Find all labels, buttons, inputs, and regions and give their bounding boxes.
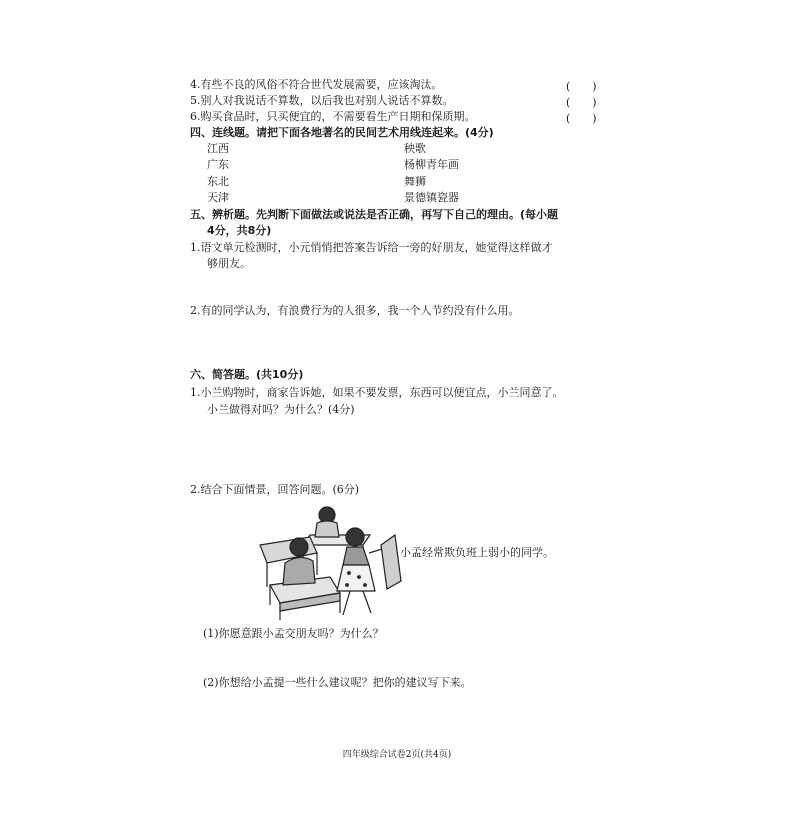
section5-title: 五、辨析题。先判断下面做法或说法是否正确，再写下自己的理由。(每小题 — [190, 208, 559, 221]
match-right-4[interactable]: 景德镇瓷器 — [404, 191, 459, 204]
judge-item-6: 6.购买食品时，只买便宜的，不需要看生产日期和保质期。 — [190, 110, 476, 123]
judge-item-4: 4.有些不良的风俗不符合世代发展需要，应该淘汰。 — [190, 78, 443, 91]
section6-sub2: (2)你想给小孟提一些什么建议呢？把你的建议写下来。 — [203, 676, 472, 689]
answer-paren-5[interactable]: ( ) — [566, 96, 597, 109]
section5-q1: 1.语文单元检测时，小元悄悄把答案告诉给一旁的好朋友，她觉得这样做才 — [190, 241, 553, 254]
answer-paren-6[interactable]: ( ) — [566, 112, 597, 125]
match-right-1[interactable]: 秧歌 — [404, 142, 426, 155]
illustration-caption: 小孟经常欺负班上弱小的同学。 — [400, 546, 554, 559]
section5-q1-cont: 够朋友。 — [207, 257, 251, 270]
section6-q1: 1.小兰购物时，商家告诉她，如果不要发票，东西可以便宜点，小兰同意了。 — [190, 386, 564, 399]
match-right-2[interactable]: 杨柳青年画 — [404, 158, 459, 171]
section5-q2: 2.有的同学认为，有浪费行为的人很多，我一个人节约没有什么用。 — [190, 304, 520, 317]
section6-sub1: (1)你愿意跟小孟交朋友吗？为什么？ — [203, 627, 384, 640]
section4-title: 四、连线题。请把下面各地著名的民间艺术用线连起来。(4分) — [190, 126, 494, 139]
match-left-4[interactable]: 天津 — [207, 191, 229, 204]
section6-q1-cont: 小兰做得对吗？为什么？(4分) — [207, 403, 355, 416]
judge-item-5: 5.别人对我说话不算数，以后我也对别人说话不算数。 — [190, 94, 454, 107]
match-left-3[interactable]: 东北 — [207, 175, 229, 188]
match-left-2[interactable]: 广东 — [207, 158, 229, 171]
section5-title-cont: 4分，共8分) — [207, 224, 272, 237]
answer-paren-4[interactable]: ( ) — [566, 80, 597, 93]
section6-q2: 2.结合下面情景，回答问题。(6分) — [190, 483, 360, 496]
match-left-1[interactable]: 江西 — [207, 142, 229, 155]
page-footer: 四年级综合试卷2页(共4页) — [342, 750, 452, 760]
match-right-3[interactable]: 舞狮 — [404, 175, 426, 188]
section6-title: 六、简答题。(共10分) — [190, 368, 304, 381]
classroom-illustration — [255, 505, 575, 625]
